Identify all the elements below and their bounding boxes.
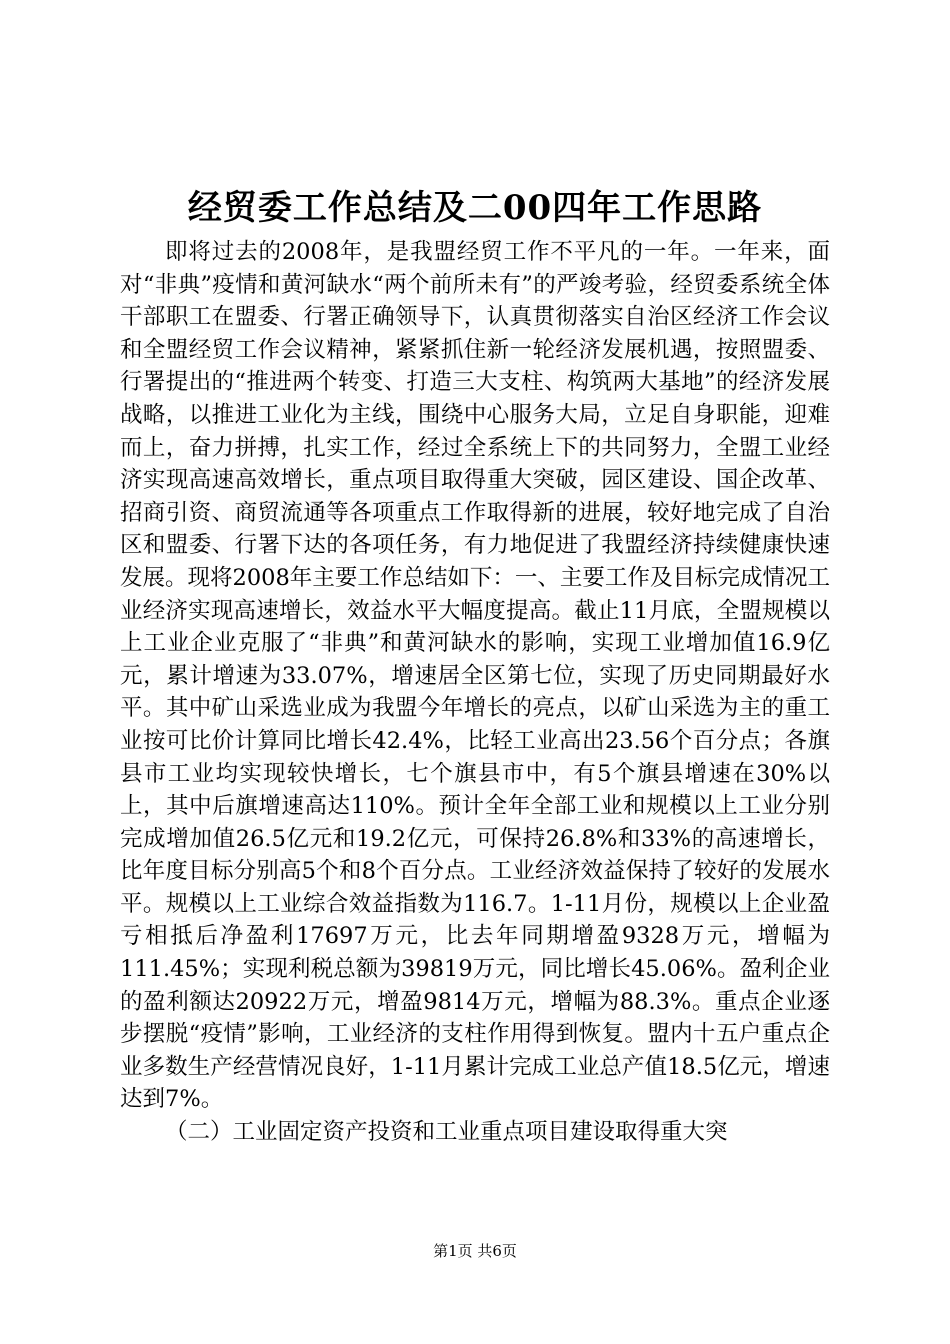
page-footer: 第1页 共6页 bbox=[433, 1242, 517, 1260]
body-paragraph: 即将过去的2008年，是我盟经贸工作不平凡的一年。一年来，面对“非典”疫情和黄河缺水“两个前所未有”的严竣考验，经贸委系统全体干部职工在盟委、行署正确领导下，认真贯彻落实自治区经济工作会议和全盟经贸工作会议精神，紧紧抓住新一轮经济发展机遇，按照盟委、行署提出的“推进两个转变、打造三大支柱、构筑两大基地”的经济发展战略，以推进工业化为主线，围绕中心服务大局，立足自身职能，迎难而上，奋力拼搏，扎实工作，经过全系统上下的共同努力，全盟工业经济实现高速高效增长，重点项目取得重大突破，园区建设、国企改革、招商引资、商贸流通等各项重点工作取得新的进展，较好地完成了自治区和盟委、行署下达的各项任务，有力地促进了我盟经济持续健康快速发展。现将2008年主要工作总结如下：一、主要工作及目标完成情况工业经济实现高速增长，效益水平大幅度提高。截止11月底，全盟规模以上工业企业克服了“非典”和黄河缺水的影响，实现工业增加值16.9亿元，累计增速为33.07%，增速居全区第七位，实现了历史同期最好水平。其中矿山采选业成为我盟今年增长的亮点，以矿山采选为主的重工业按可比价计算同比增长42.4%，比轻工业高出23.56个百分点；各旗县市工业均实现较快增长，七个旗县市中，有5个旗县增速在30%以上，其中后旗增速高达110%。预计全年全部工业和规模以上工业分别完成增加值26.5亿元和19.2亿元，可保持26.8%和33%的高速增长，比年度目标分别高5个和8个百分点。工业经济效益保持了较好的发展水平。规模以上工业综合效益指数为116.7。1-11月份，规模以上企业盈亏相抵后净盈利17697万元，比去年同期增盈9328万元，增幅为111.45%；实现利税总额为39819万元，同比增长45.06%。盈利企业的盈利额达20922万元，增盈9814万元，增幅为88.3%。重点企业逐步摆脱“疫情”影响，工业经济的支柱作用得到恢复。盟内十五户重点企业多数生产经营情况良好，1-11月累计完成工业总产值18.5亿元，增速达到7%。 bbox=[120, 239, 830, 1113]
document-body bbox=[120, 236, 830, 1149]
document-title: 经贸委工作总结及二00四年工作思路 bbox=[187, 188, 763, 228]
body-paragraph: （二）工业固定资产投资和工业重点项目建设取得重大突 bbox=[165, 1119, 728, 1146]
